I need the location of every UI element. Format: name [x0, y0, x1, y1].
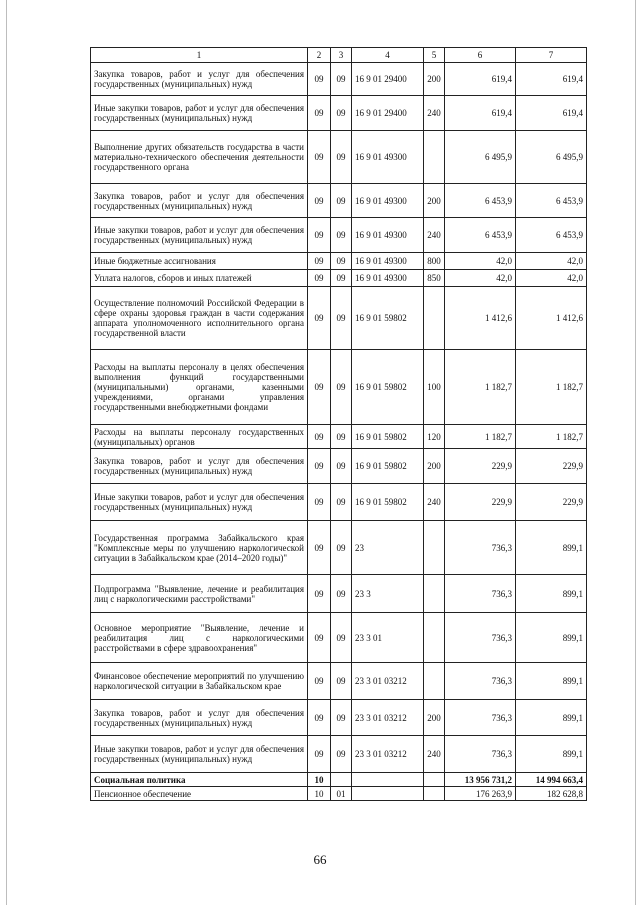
row-vr — [424, 787, 445, 801]
row-sum-1: 13 956 731,2 — [445, 773, 516, 787]
row-razdel: 09 — [308, 663, 331, 700]
row-podrazdel: 09 — [331, 96, 352, 131]
row-podrazdel: 09 — [331, 736, 352, 773]
row-sum-2: 6 453,9 — [516, 184, 587, 218]
table-row — [91, 184, 587, 218]
row-podrazdel: 09 — [331, 521, 352, 575]
row-name: Иные закупки товаров, работ и услуг для обеспечения государственных (муниципальных) нужд — [91, 96, 308, 131]
row-csr: 23 3 01 03212 — [352, 736, 424, 773]
table-header-row — [91, 48, 587, 63]
row-sum-2: 42,0 — [516, 253, 587, 270]
row-csr: 16 9 01 59802 — [352, 287, 424, 350]
row-sum-2: 6 453,9 — [516, 218, 587, 253]
row-vr — [424, 131, 445, 184]
table-row — [91, 613, 587, 663]
row-sum-2: 899,1 — [516, 663, 587, 700]
row-podrazdel: 09 — [331, 484, 352, 521]
row-csr: 16 9 01 49300 — [352, 184, 424, 218]
header-cell-csr: 4 — [352, 48, 424, 63]
row-podrazdel — [331, 773, 352, 787]
table-row — [91, 253, 587, 270]
row-podrazdel: 09 — [331, 663, 352, 700]
table-row — [91, 700, 587, 736]
row-vr: 200 — [424, 63, 445, 96]
row-podrazdel: 09 — [331, 449, 352, 484]
row-podrazdel: 09 — [331, 184, 352, 218]
row-razdel: 09 — [308, 425, 331, 449]
header-cell-vr: 5 — [424, 48, 445, 63]
row-vr: 850 — [424, 270, 445, 287]
row-podrazdel: 09 — [331, 575, 352, 613]
row-razdel: 09 — [308, 449, 331, 484]
row-podrazdel: 09 — [331, 287, 352, 350]
row-sum-2: 1 182,7 — [516, 425, 587, 449]
row-razdel: 09 — [308, 270, 331, 287]
row-sum-1: 619,4 — [445, 96, 516, 131]
table-row — [91, 484, 587, 521]
row-vr — [424, 575, 445, 613]
row-sum-2: 229,9 — [516, 449, 587, 484]
row-vr: 120 — [424, 425, 445, 449]
row-csr: 16 9 01 59802 — [352, 484, 424, 521]
row-sum-2: 1 412,6 — [516, 287, 587, 350]
row-podrazdel: 09 — [331, 700, 352, 736]
row-name: Подпрограмма "Выявление, лечение и реабилитация лиц с наркологическими расстройствами" — [91, 575, 308, 613]
row-sum-1: 6 453,9 — [445, 184, 516, 218]
row-razdel: 09 — [308, 253, 331, 270]
row-sum-1: 229,9 — [445, 484, 516, 521]
row-razdel: 09 — [308, 218, 331, 253]
page-number: 66 — [313, 852, 327, 867]
row-vr: 240 — [424, 736, 445, 773]
row-vr — [424, 663, 445, 700]
header-cell-sum-1: 6 — [445, 48, 516, 63]
row-csr: 23 3 01 03212 — [352, 663, 424, 700]
row-sum-1: 6 495,9 — [445, 131, 516, 184]
row-vr: 240 — [424, 218, 445, 253]
row-sum-1: 176 263,9 — [445, 787, 516, 801]
row-sum-1: 736,3 — [445, 521, 516, 575]
row-name: Закупка товаров, работ и услуг для обеспечения государственных (муниципальных) нужд — [91, 700, 308, 736]
row-podrazdel: 09 — [331, 613, 352, 663]
row-name: Пенсионное обеспечение — [91, 787, 308, 801]
budget-table — [90, 47, 587, 801]
row-sum-2: 6 495,9 — [516, 131, 587, 184]
row-razdel: 09 — [308, 613, 331, 663]
row-name: Иные закупки товаров, работ и услуг для обеспечения государственных (муниципальных) нужд — [91, 218, 308, 253]
row-csr: 23 — [352, 521, 424, 575]
row-csr — [352, 787, 424, 801]
row-razdel: 10 — [308, 787, 331, 801]
row-vr: 240 — [424, 96, 445, 131]
row-sum-1: 736,3 — [445, 700, 516, 736]
row-name: Расходы на выплаты персоналу государственных (муниципальных) органов — [91, 425, 308, 449]
header-cell-name: 1 — [91, 48, 308, 63]
row-name: Уплата налогов, сборов и иных платежей — [91, 270, 308, 287]
table-row — [91, 131, 587, 184]
row-sum-1: 42,0 — [445, 253, 516, 270]
row-csr: 16 9 01 49300 — [352, 253, 424, 270]
row-sum-2: 899,1 — [516, 613, 587, 663]
row-sum-1: 736,3 — [445, 663, 516, 700]
row-csr: 23 3 01 — [352, 613, 424, 663]
row-razdel: 10 — [308, 773, 331, 787]
row-csr: 23 3 01 03212 — [352, 700, 424, 736]
row-vr: 240 — [424, 484, 445, 521]
row-razdel: 09 — [308, 575, 331, 613]
row-razdel: 09 — [308, 131, 331, 184]
table-row — [91, 575, 587, 613]
row-razdel: 09 — [308, 96, 331, 131]
row-vr — [424, 521, 445, 575]
row-csr: 16 9 01 59802 — [352, 449, 424, 484]
row-sum-2: 42,0 — [516, 270, 587, 287]
row-razdel: 09 — [308, 484, 331, 521]
row-razdel: 09 — [308, 521, 331, 575]
table-row — [91, 63, 587, 96]
row-csr: 16 9 01 49300 — [352, 270, 424, 287]
row-razdel: 09 — [308, 700, 331, 736]
row-sum-2: 899,1 — [516, 700, 587, 736]
row-name: Иные закупки товаров, работ и услуг для обеспечения государственных (муниципальных) нужд — [91, 484, 308, 521]
table-row — [91, 521, 587, 575]
row-sum-1: 229,9 — [445, 449, 516, 484]
row-sum-2: 619,4 — [516, 96, 587, 131]
scan-edge-left — [6, 0, 7, 905]
row-vr: 200 — [424, 184, 445, 218]
row-csr: 16 9 01 59802 — [352, 350, 424, 425]
row-name: Иные закупки товаров, работ и услуг для обеспечения государственных (муниципальных) нужд — [91, 736, 308, 773]
row-csr: 16 9 01 29400 — [352, 63, 424, 96]
row-csr: 23 3 — [352, 575, 424, 613]
row-name: Социальная политика — [91, 773, 308, 787]
header-cell-razdel: 2 — [308, 48, 331, 63]
row-podrazdel: 01 — [331, 787, 352, 801]
row-vr: 800 — [424, 253, 445, 270]
row-podrazdel: 09 — [331, 131, 352, 184]
table-row — [91, 96, 587, 131]
row-csr: 16 9 01 29400 — [352, 96, 424, 131]
row-razdel: 09 — [308, 184, 331, 218]
row-vr — [424, 613, 445, 663]
row-sum-2: 229,9 — [516, 484, 587, 521]
row-name: Государственная программа Забайкальского края "Комплексные меры по улучшению наркологической ситуации в Забайкальском крае (2014–2020 годы)" — [91, 521, 308, 575]
header-cell-sum-2: 7 — [516, 48, 587, 63]
row-sum-1: 42,0 — [445, 270, 516, 287]
row-sum-1: 1 182,7 — [445, 350, 516, 425]
row-podrazdel: 09 — [331, 270, 352, 287]
row-sum-1: 736,3 — [445, 613, 516, 663]
row-name: Иные бюджетные ассигнования — [91, 253, 308, 270]
row-vr — [424, 773, 445, 787]
row-name: Осуществление полномочий Российской Федерации в сфере охраны здоровья граждан в части содержания аппарата уполномоченного исполнительного органа государственной власти — [91, 287, 308, 350]
row-sum-1: 736,3 — [445, 736, 516, 773]
table-row — [91, 425, 587, 449]
row-name: Выполнение других обязательств государства в части материально-технического обеспечения деятельности государственного органа — [91, 131, 308, 184]
row-podrazdel: 09 — [331, 253, 352, 270]
row-csr: 16 9 01 59802 — [352, 425, 424, 449]
table-row — [91, 449, 587, 484]
table-row — [91, 218, 587, 253]
row-name: Закупка товаров, работ и услуг для обеспечения государственных (муниципальных) нужд — [91, 184, 308, 218]
row-vr: 100 — [424, 350, 445, 425]
row-podrazdel: 09 — [331, 218, 352, 253]
row-sum-1: 1 412,6 — [445, 287, 516, 350]
row-vr: 200 — [424, 449, 445, 484]
row-sum-1: 6 453,9 — [445, 218, 516, 253]
row-sum-2: 899,1 — [516, 575, 587, 613]
table-row — [91, 773, 587, 787]
row-name: Финансовое обеспечение мероприятий по улучшению наркологической ситуации в Забайкальском крае — [91, 663, 308, 700]
row-sum-2: 1 182,7 — [516, 350, 587, 425]
row-csr: 16 9 01 49300 — [352, 131, 424, 184]
scan-edge-right — [635, 0, 636, 905]
row-podrazdel: 09 — [331, 350, 352, 425]
row-sum-2: 14 994 663,4 — [516, 773, 587, 787]
row-sum-1: 619,4 — [445, 63, 516, 96]
row-vr: 200 — [424, 700, 445, 736]
row-name: Закупка товаров, работ и услуг для обеспечения государственных (муниципальных) нужд — [91, 63, 308, 96]
row-podrazdel: 09 — [331, 63, 352, 96]
row-csr: 16 9 01 49300 — [352, 218, 424, 253]
row-sum-2: 619,4 — [516, 63, 587, 96]
row-razdel: 09 — [308, 736, 331, 773]
row-sum-1: 736,3 — [445, 575, 516, 613]
table-row — [91, 787, 587, 801]
row-sum-2: 899,1 — [516, 521, 587, 575]
row-name: Закупка товаров, работ и услуг для обеспечения государственных (муниципальных) нужд — [91, 449, 308, 484]
row-sum-1: 1 182,7 — [445, 425, 516, 449]
table-row — [91, 270, 587, 287]
row-razdel: 09 — [308, 287, 331, 350]
table-row — [91, 350, 587, 425]
header-cell-podrazdel: 3 — [331, 48, 352, 63]
row-vr — [424, 287, 445, 350]
table-row — [91, 663, 587, 700]
row-name: Основное мероприятие "Выявление, лечение и реабилитация лиц с наркологическими расстройствами в сфере здравоохранения" — [91, 613, 308, 663]
table-row — [91, 736, 587, 773]
row-razdel: 09 — [308, 350, 331, 425]
row-name: Расходы на выплаты персоналу в целях обеспечения выполнения функций государственными (муниципальными) органами, казенными учреждениями, органами управления государственными внебюджетными фондами — [91, 350, 308, 425]
row-razdel: 09 — [308, 63, 331, 96]
row-csr — [352, 773, 424, 787]
row-sum-2: 182 628,8 — [516, 787, 587, 801]
row-podrazdel: 09 — [331, 425, 352, 449]
table-row — [91, 287, 587, 350]
row-sum-2: 899,1 — [516, 736, 587, 773]
